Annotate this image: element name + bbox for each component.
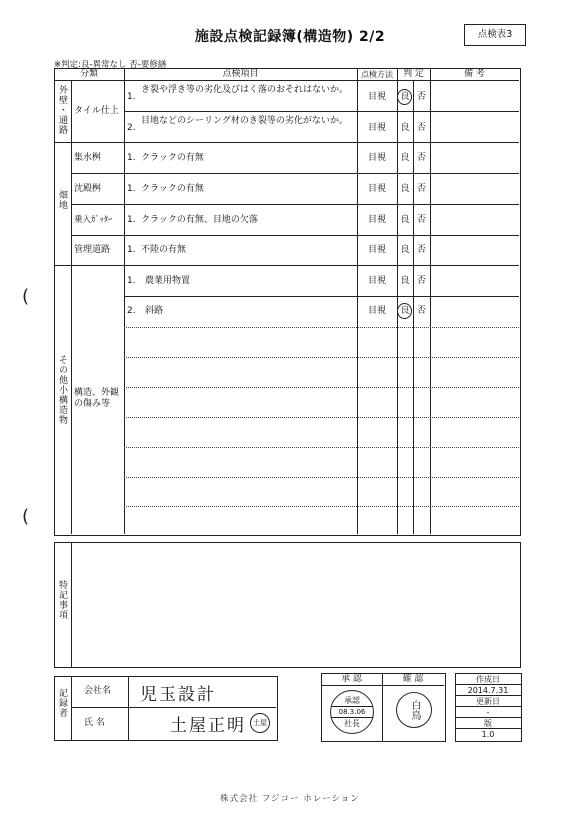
col-category: 分類 xyxy=(79,69,98,79)
edition-value: 1.0 xyxy=(481,730,495,739)
row-method: 目視 xyxy=(367,123,386,133)
row-method: 目視 xyxy=(367,92,386,102)
group-wall: 外壁・通路 xyxy=(57,85,67,135)
sheet-number: 点検表3 xyxy=(464,24,526,46)
row-method: 目視 xyxy=(367,306,386,316)
confirm-label: 確 認 xyxy=(402,674,424,684)
row-subcategory: 集水桝 xyxy=(74,153,102,163)
created-value: 2014.7.31 xyxy=(467,686,509,695)
row-item-text: 不陸の有無 xyxy=(141,245,187,255)
row-good: 良 xyxy=(400,306,410,316)
name-value: 土屋正明 xyxy=(170,716,246,736)
row-bad: 否 xyxy=(416,92,426,102)
approve-label: 承 認 xyxy=(341,674,362,684)
company-value: 児玉設計 xyxy=(140,685,216,705)
row-subcategory: 沈殿桝 xyxy=(74,184,102,194)
col-method: 点検方法 xyxy=(361,70,393,79)
row-subcategory: 管理道路 xyxy=(74,245,111,255)
special-notes-label: 特記事項 xyxy=(57,580,67,620)
approve-stamp-top: 承認 xyxy=(344,696,360,705)
company-footer: 株式会社 フジコー ホレーション xyxy=(220,794,360,804)
col-remarks: 備 考 xyxy=(464,69,485,79)
recorder-label: 記録者 xyxy=(57,688,67,718)
row-bad: 否 xyxy=(416,245,426,255)
row-subcategory: 乗入ｶﾞｯﾀｰ xyxy=(74,215,113,225)
row-method: 目視 xyxy=(367,245,386,255)
col-judge: 判 定 xyxy=(403,69,424,79)
row-number: 2. xyxy=(127,123,136,133)
row-good: 良 xyxy=(400,184,410,194)
row-method: 目視 xyxy=(367,215,386,225)
row-bad: 否 xyxy=(416,153,426,163)
approve-stamp-bottom: 社長 xyxy=(344,719,360,728)
row-item-text: クラックの有無 xyxy=(141,153,204,163)
row-number: 1. xyxy=(127,215,136,225)
row-method: 目視 xyxy=(367,184,386,194)
punch-hole-icon: ( xyxy=(22,506,30,527)
punch-hole-icon: ( xyxy=(22,286,30,307)
approval-stamp xyxy=(330,690,374,734)
row-number: 1. xyxy=(127,92,136,102)
row-good: 良 xyxy=(400,92,410,102)
created-label: 作成日 xyxy=(476,675,500,684)
row-subcategory: タイル仕上 xyxy=(74,106,119,116)
approve-stamp-date: 08.3.06 xyxy=(331,706,373,718)
col-item: 点検項目 xyxy=(222,69,259,79)
row-good: 良 xyxy=(400,276,410,286)
row-good: 良 xyxy=(400,245,410,255)
row-subcategory: 構造、外観の傷み等 xyxy=(74,388,120,409)
row-bad: 否 xyxy=(416,306,426,316)
row-bad: 否 xyxy=(416,123,426,133)
page-title: 施設点検記録簿(構造物) 2/2 xyxy=(194,29,386,45)
company-label: 会社名 xyxy=(84,686,112,696)
updated-label: 更新日 xyxy=(476,697,500,706)
row-bad: 否 xyxy=(416,184,426,194)
row-number: 1. xyxy=(127,153,136,163)
row-good: 良 xyxy=(400,123,410,133)
edition-label: 版 xyxy=(484,719,492,728)
row-item-text: クラックの有無 xyxy=(141,184,204,194)
confirm-stamp: 白鳥 xyxy=(396,692,432,728)
row-item-text: 斜路 xyxy=(145,306,164,316)
group-other: その他小構造物 xyxy=(57,355,67,425)
row-good: 良 xyxy=(400,215,410,225)
row-item-text: 農業用物置 xyxy=(145,276,191,286)
row-number: 2. xyxy=(127,306,136,316)
row-number: 1. xyxy=(127,245,136,255)
row-number: 1. xyxy=(127,184,136,194)
row-bad: 否 xyxy=(416,276,426,286)
name-seal: 土屋 xyxy=(250,713,270,733)
row-item-text: 目地などのシーリング材のき裂等の劣化がないか。 xyxy=(141,116,348,126)
updated-value: - xyxy=(486,708,490,717)
row-method: 目視 xyxy=(367,276,386,286)
row-number: 1. xyxy=(127,276,136,286)
row-good: 良 xyxy=(400,153,410,163)
name-label: 氏 名 xyxy=(84,718,105,728)
row-item-text: き裂や浮き等の劣化及びはく落のおそれはないか。 xyxy=(141,85,349,95)
row-bad: 否 xyxy=(416,215,426,225)
group-farm: 畑地 xyxy=(57,190,67,210)
special-notes-box xyxy=(54,542,521,668)
row-item-text: クラックの有無、目地の欠落 xyxy=(141,215,258,225)
judgement-note: ※判定:良-異常なし 否-要修繕 xyxy=(54,60,167,70)
row-method: 目視 xyxy=(367,153,386,163)
